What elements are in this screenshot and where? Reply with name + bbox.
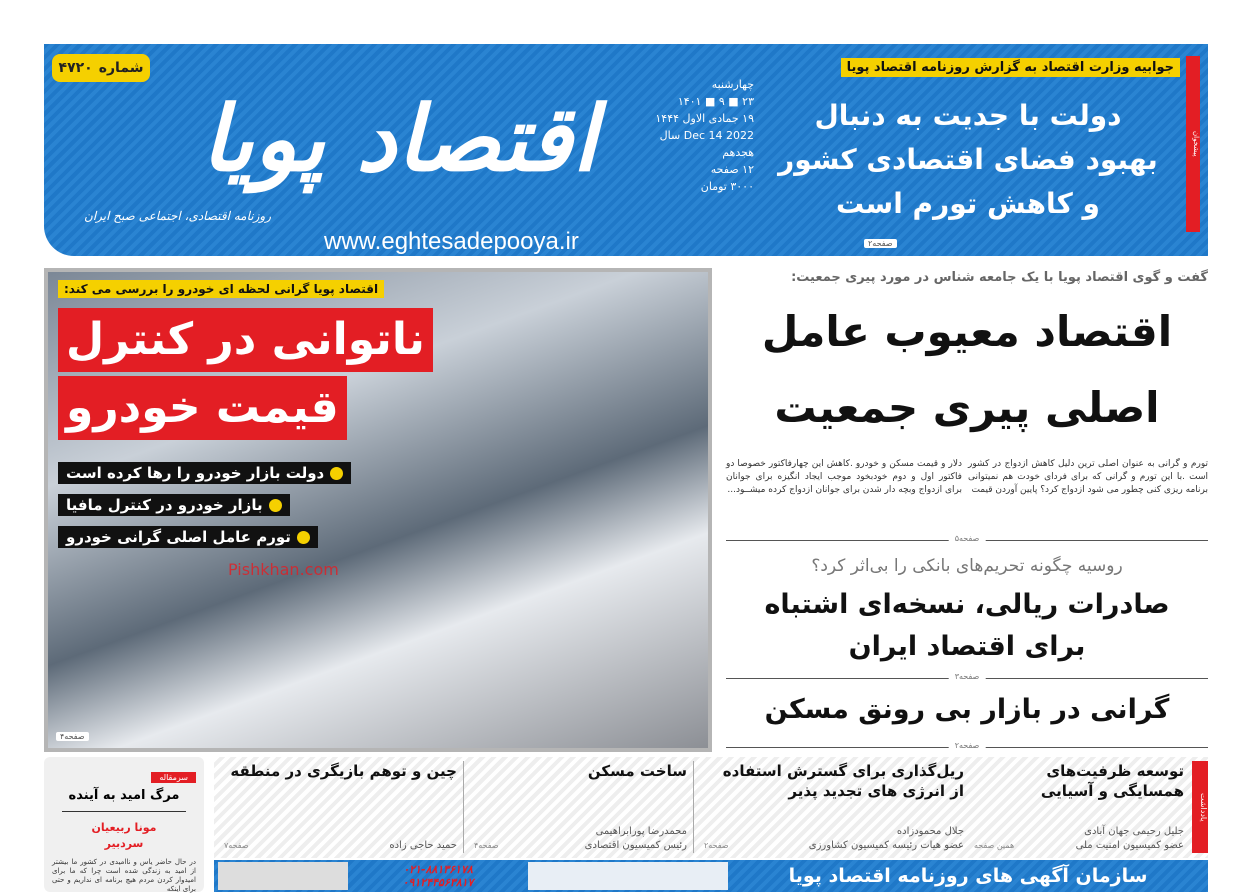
note-author: جلیل رحیمی جهان آبادی xyxy=(1084,826,1184,837)
masthead xyxy=(44,44,1208,256)
issue-label: شماره xyxy=(98,60,144,76)
note-role: عضو کمیسیون امنیت ملی xyxy=(1075,840,1184,851)
headline-line: صادرات ریالی، نسخه‌ای اشتباه xyxy=(764,589,1170,620)
ad-phone: ۰۹۱۲۴۴۵۶۳۸۱۷ xyxy=(402,876,474,889)
tagline: روزنامه اقتصادی، اجتماعی صبح ایران xyxy=(84,209,271,223)
story2-kicker: روسیه چگونه تحریم‌های بانکی را بی‌اثر کرد؟ xyxy=(811,556,1123,576)
note-item[interactable] xyxy=(474,761,694,853)
page-ref: صفحه۴ xyxy=(474,841,499,850)
weekday: چهارشنبه xyxy=(711,78,754,91)
story2-headline[interactable] xyxy=(726,584,1208,668)
gregorian-date: Dec 14 2022 سال xyxy=(659,129,754,142)
photo-story[interactable] xyxy=(44,268,712,752)
website-url[interactable]: www.eghtesadepooya.ir xyxy=(324,228,579,255)
note-role: عضو هیات رئیسه کمیسیون کشاورزی xyxy=(808,840,964,851)
solar-date: ۲۳ ■ ۹ ■ ۱۴۰۱ xyxy=(677,95,754,108)
watermark: Pishkhan.com xyxy=(228,560,339,579)
bullet-item: بازار خودرو در کنترل مافیا xyxy=(58,494,290,516)
note-item[interactable] xyxy=(974,761,1184,853)
page-ref: صفحه۴ xyxy=(56,732,89,741)
headline-line: بهبود فضای اقتصادی کشور xyxy=(778,143,1158,176)
note-title: ساخت مسکن xyxy=(587,762,687,780)
ad-title: سازمان آگهی های روزنامه اقتصاد پویا xyxy=(788,865,1148,887)
note-item[interactable] xyxy=(224,761,464,853)
bullet-item: دولت بازار خودرو را رها کرده است xyxy=(58,462,351,484)
date-info xyxy=(634,76,754,195)
photo-story-kicker: اقتصاد پویا گرانی لحظه ای خودرو را بررسی می کند: xyxy=(58,280,384,298)
photo-headline-line: قیمت خودرو xyxy=(58,376,347,440)
newspaper-logo[interactable]: اقتصاد پویا xyxy=(200,86,598,192)
notes-label: یادداشت xyxy=(1192,761,1208,853)
page-ref: صفحه۷ xyxy=(224,841,249,850)
bullet-dot-icon xyxy=(297,531,310,544)
editorial-author: مونا ربیعیان xyxy=(91,821,157,834)
editorial-role: سردبیر xyxy=(104,837,144,850)
note-title: ریل‌گذاری برای گسترش استفاده از انرژی های تجدید پذیر xyxy=(722,762,964,800)
note-title: چین و توهم بازیگری در منطقه xyxy=(230,762,457,780)
note-title: توسعه ظرفیت‌های همسایگی و آسیایی xyxy=(1040,762,1184,800)
editorial-title: مرگ امید به آینده xyxy=(68,788,180,803)
page-count: ۱۲ صفحه xyxy=(710,163,754,176)
issue-number-badge xyxy=(52,54,150,82)
notes-strip xyxy=(214,757,1208,858)
ad-phones xyxy=(348,863,528,889)
editorial-label: سرمقاله xyxy=(151,772,196,783)
ad-phone: ۰۲۱-۸۸۱۳۶۱۷۸ xyxy=(403,863,473,876)
headline-line: اصلی پیری جمعیت xyxy=(774,383,1160,432)
top-story-headline[interactable] xyxy=(758,94,1178,226)
note-author: حمید حاجی زاده xyxy=(389,840,457,851)
note-author: جلال محمودزاده xyxy=(896,826,964,837)
lead-column-1: تورم و گرانی به عنوان اصلی ترین دلیل کاهش ازدواج در کشور است .با این تورم و گرانی که برای فردای خودت هم نمیتوانی برنامه ریزی کنی چطور می شود ازدواج کرد؟ پایین آوردن قیمت xyxy=(968,459,1208,495)
divider xyxy=(726,534,1208,543)
newspaper-thumbnails xyxy=(528,862,728,890)
page-ref: صفحه۲ xyxy=(704,841,729,850)
lead-column-2: دلار و قیمت مسکن و خودرو .کاهش این چهارفاکتور خصوصا دو فاکتور اول و دوم خودبخود موجب ایجاد انگیزه برای جوانان برای ازدواج وبچه دار شدن برای جوانان ازدواج کرده میشــود... xyxy=(726,459,962,495)
divider xyxy=(62,811,186,812)
editorial-text: در حال حاضر یاس و ناامیدی در کشور ما بیشتر از امید به زندگی شده است چرا که ما برای امیدوار کردن مردم هیچ برنامه ای نداریم و حتی برای اینکه xyxy=(52,858,196,893)
page-ref: صفحه۵ xyxy=(949,534,986,543)
story3-headline[interactable]: گرانی در بازار بی رونق مسکن xyxy=(764,694,1170,725)
newspapers-image xyxy=(218,862,348,890)
note-author: محمدرضا پورابراهیمی xyxy=(595,826,687,837)
bullet-item: تورم عامل اصلی گرانی خودرو xyxy=(58,526,318,548)
price: ۳۰۰۰ تومان xyxy=(700,180,754,193)
top-story-kicker: جوابیه وزارت اقتصاد به گزارش روزنامه اقتصاد پویا xyxy=(841,58,1180,77)
page-ref: صفحه۳ xyxy=(949,672,986,681)
side-label: پیشخوان xyxy=(1186,56,1200,232)
headline-line: و کاهش تورم است xyxy=(836,187,1100,220)
editorial[interactable] xyxy=(44,757,204,892)
page-ref: صفحه۲ xyxy=(864,239,897,248)
year-volume: هجدهم xyxy=(722,146,754,159)
note-item[interactable] xyxy=(704,761,964,853)
lead-headline[interactable] xyxy=(726,294,1208,446)
photo-headline-line: ناتوانی در کنترل xyxy=(58,308,433,372)
divider xyxy=(726,741,1208,750)
headline-line: دولت با جدیت به دنبال xyxy=(814,99,1122,132)
divider xyxy=(726,672,1208,681)
page-ref: همین صفحه xyxy=(974,841,1015,850)
issue-number: ۴۷۲۰ xyxy=(58,60,93,76)
headline-line: اقتصاد معیوب عامل xyxy=(761,307,1173,356)
note-role: رئیس کمیسیون اقتصادی xyxy=(584,840,687,851)
headline-line: برای اقتصاد ایران xyxy=(848,631,1086,662)
bullet-dot-icon xyxy=(330,467,343,480)
bullet-dot-icon xyxy=(269,499,282,512)
page-ref: صفحه۲ xyxy=(949,741,986,750)
lead-kicker: گفت و گوی اقتصاد پویا با یک جامعه شناس در مورد پیری جمعیت: xyxy=(791,270,1208,285)
ad-banner[interactable] xyxy=(214,860,1208,892)
lunar-date: ۱۹ جمادی الاول ۱۴۴۴ xyxy=(655,112,754,125)
